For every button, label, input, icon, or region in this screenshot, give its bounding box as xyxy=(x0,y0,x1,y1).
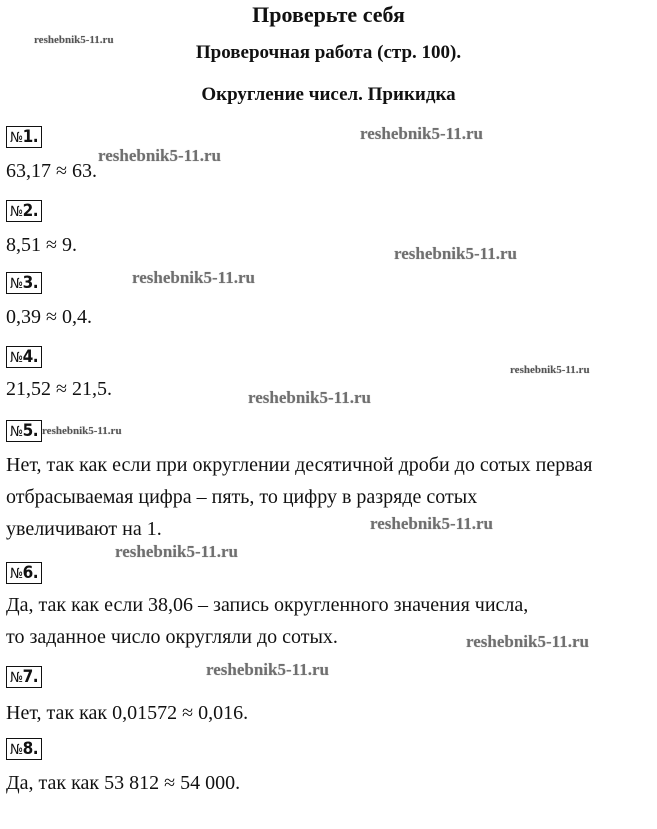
watermark: reshebnik5-11.ru xyxy=(466,632,589,651)
task-5-line-3: увеличивают на 1. xyxy=(6,518,162,540)
watermark: reshebnik5-11.ru xyxy=(34,34,114,46)
task-3-answer: 0,39 ≈ 0,4. xyxy=(6,306,92,328)
work-subtitle: Проверочная работа (стр. 100). xyxy=(195,42,462,63)
task-4-badge: №4. xyxy=(6,346,42,368)
task-5-line-1: Нет, так как если при округлении десятичной дроби до сотых первая xyxy=(6,454,593,476)
page-title: Проверьте себя xyxy=(252,2,405,27)
task-6-badge: №6. xyxy=(6,562,42,584)
task-2-badge: №2. xyxy=(6,200,42,222)
task-6-line-2: то заданное число округляли до сотых. xyxy=(6,626,338,648)
task-6-line-1: Да, так как если 38,06 – запись округленного значения числа, xyxy=(6,594,529,616)
watermark: reshebnik5-11.ru xyxy=(115,542,238,561)
task-1-badge: №1. xyxy=(6,126,42,148)
watermark: reshebnik5-11.ru xyxy=(42,425,122,437)
watermark: reshebnik5-11.ru xyxy=(98,146,221,165)
task-1-answer: 63,17 ≈ 63. xyxy=(6,160,97,182)
task-7-answer: Нет, так как 0,01572 ≈ 0,016. xyxy=(6,702,249,724)
watermark: reshebnik5-11.ru xyxy=(370,514,493,533)
task-7-badge: №7. xyxy=(6,666,42,688)
task-5-badge: №5. xyxy=(6,420,42,442)
watermark: reshebnik5-11.ru xyxy=(206,660,329,679)
watermark: reshebnik5-11.ru xyxy=(132,268,255,287)
task-4-answer: 21,52 ≈ 21,5. xyxy=(6,378,112,400)
watermark: reshebnik5-11.ru xyxy=(248,388,371,407)
task-8-badge: №8. xyxy=(6,738,42,760)
task-3-badge: №3. xyxy=(6,272,42,294)
watermark: reshebnik5-11.ru xyxy=(394,244,517,263)
watermark: reshebnik5-11.ru xyxy=(510,364,590,376)
task-5-line-2: отбрасываемая цифра – пять, то цифру в разряде сотых xyxy=(6,486,478,508)
task-8-answer: Да, так как 53 812 ≈ 54 000. xyxy=(6,772,241,794)
topic-heading: Округление чисел. Прикидка xyxy=(201,84,456,105)
task-2-answer: 8,51 ≈ 9. xyxy=(6,234,77,256)
watermark: reshebnik5-11.ru xyxy=(360,124,483,143)
